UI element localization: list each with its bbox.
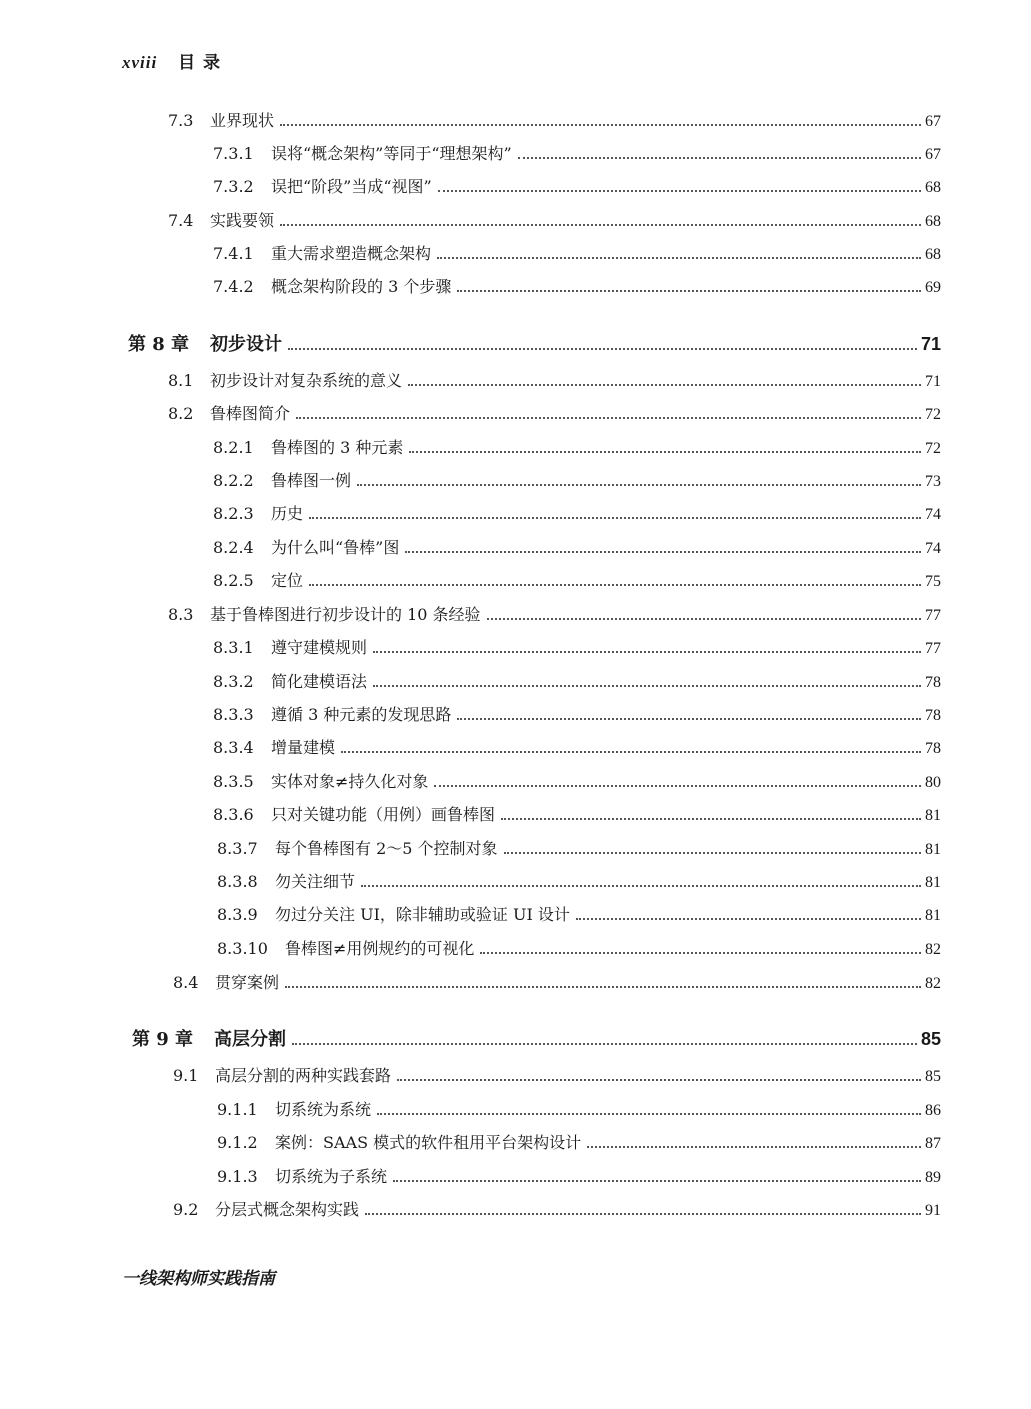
toc-entry-number: 8.3.8 bbox=[217, 872, 258, 891]
dot-leader bbox=[501, 818, 921, 820]
toc-entry-page: 68 bbox=[925, 179, 941, 196]
toc-section-entry bbox=[168, 210, 941, 233]
toc-subsection-entry bbox=[217, 871, 941, 894]
dot-leader bbox=[409, 451, 921, 453]
toc-entry-title: 误将“概念架构”等同于“理想架构” bbox=[271, 144, 512, 163]
toc-entry-page: 77 bbox=[925, 607, 941, 624]
toc-entry-title: 增量建模 bbox=[271, 738, 336, 757]
toc-entry-page: 78 bbox=[925, 740, 941, 757]
dot-leader bbox=[518, 157, 921, 159]
toc-entry-title: 历史 bbox=[271, 504, 304, 523]
dot-leader bbox=[397, 1079, 921, 1081]
toc-entry-page: 68 bbox=[925, 246, 941, 263]
toc-entry-number: 8.3.2 bbox=[213, 672, 254, 691]
toc-subsection-entry bbox=[217, 1099, 941, 1122]
dot-leader bbox=[377, 1113, 921, 1115]
toc-chapter-entry bbox=[132, 1028, 941, 1051]
dot-leader bbox=[309, 517, 921, 519]
toc-entry-title: 定位 bbox=[271, 571, 304, 590]
toc-entry-title: 概念架构阶段的 3 个步骤 bbox=[271, 277, 452, 296]
toc-entry-number: 7.4.1 bbox=[213, 244, 254, 263]
dot-leader bbox=[341, 751, 921, 753]
toc-chapter-entry bbox=[128, 333, 941, 356]
dot-leader bbox=[288, 348, 917, 350]
toc-entry-number: 9.1.1 bbox=[217, 1100, 258, 1119]
toc-entry-title: 遵守建模规则 bbox=[271, 638, 368, 657]
toc-entry-number: 9.1.2 bbox=[217, 1133, 258, 1152]
toc-entry-number: 7.3 bbox=[168, 111, 194, 130]
toc-entry-number: 8.2.2 bbox=[213, 471, 254, 490]
dot-leader bbox=[285, 986, 921, 988]
toc-entry-title: 切系统为系统 bbox=[275, 1100, 372, 1119]
toc-entry-title: 为什么叫“鲁棒”图 bbox=[271, 538, 400, 557]
toc-subsection-entry bbox=[217, 904, 941, 927]
toc-entry-number: 8.3.7 bbox=[217, 839, 258, 858]
toc-entry-page: 67 bbox=[925, 146, 941, 163]
toc-entry-page: 71 bbox=[920, 334, 941, 354]
toc-subsection-entry bbox=[213, 771, 941, 794]
toc-subsection-entry bbox=[213, 276, 941, 299]
toc-subsection-entry bbox=[213, 570, 941, 593]
toc-subsection-entry bbox=[213, 176, 941, 199]
toc-subsection-entry bbox=[213, 437, 941, 460]
toc-entry-number: 9.2 bbox=[173, 1200, 199, 1219]
toc-entry-title: 误把“阶段”当成“视图” bbox=[271, 177, 432, 196]
toc-entry-title: 分层式概念架构实践 bbox=[215, 1200, 360, 1219]
toc-entry-title: 只对关键功能（用例）画鲁棒图 bbox=[271, 805, 496, 824]
toc-entry-number: 9.1 bbox=[173, 1066, 199, 1085]
toc-entry-number: 8.3.9 bbox=[217, 905, 258, 924]
toc-entry-page: 86 bbox=[925, 1102, 941, 1119]
dot-leader bbox=[437, 257, 921, 259]
toc-subsection-entry bbox=[213, 704, 941, 727]
toc-entry-title: 勿过分关注 UI，除非辅助或验证 UI 设计 bbox=[275, 905, 570, 924]
dot-leader bbox=[373, 651, 921, 653]
dot-leader bbox=[280, 224, 921, 226]
dot-leader bbox=[373, 685, 921, 687]
toc-entry-title: 初步设计 bbox=[210, 334, 282, 355]
toc-entry-title: 切系统为子系统 bbox=[275, 1167, 388, 1186]
dot-leader bbox=[457, 718, 921, 720]
dot-leader bbox=[434, 785, 921, 787]
toc-entry-title: 勿关注细节 bbox=[275, 872, 356, 891]
dot-leader bbox=[587, 1146, 921, 1148]
toc-entry-page: 72 bbox=[925, 440, 941, 457]
dot-leader bbox=[438, 190, 921, 192]
toc-subsection-entry bbox=[217, 938, 941, 961]
toc-subsection-entry bbox=[213, 804, 941, 827]
toc-entry-number: 8.4 bbox=[173, 973, 199, 992]
dot-leader bbox=[405, 551, 921, 553]
toc-entry-number: 7.3.2 bbox=[213, 177, 254, 196]
toc-entry-title: 基于鲁棒图进行初步设计的 10 条经验 bbox=[210, 605, 481, 624]
toc-entry-number: 第 8 章 bbox=[128, 334, 190, 355]
toc-subsection-entry bbox=[213, 637, 941, 660]
toc-entry-page: 81 bbox=[925, 907, 941, 924]
toc-entry-number: 9.1.3 bbox=[217, 1167, 258, 1186]
toc-entry-title: 简化建模语法 bbox=[271, 672, 368, 691]
toc-entry-number: 第 9 章 bbox=[132, 1029, 194, 1050]
dot-leader bbox=[292, 1043, 917, 1045]
toc-section-entry bbox=[173, 1065, 941, 1088]
dot-leader bbox=[487, 618, 921, 620]
toc-entry-number: 8.3 bbox=[168, 605, 194, 624]
toc-section-entry bbox=[173, 972, 941, 995]
toc-entry-title: 遵循 3 种元素的发现思路 bbox=[271, 705, 452, 724]
toc-entry-page: 87 bbox=[925, 1135, 941, 1152]
toc-entry-title: 高层分割的两种实践套路 bbox=[215, 1066, 392, 1085]
toc-entry-number: 8.2.4 bbox=[213, 538, 254, 557]
toc-entry-number: 8.1 bbox=[168, 371, 194, 390]
toc-entry-title: 鲁棒图的 3 种元素 bbox=[271, 438, 404, 457]
toc-entry-number: 8.3.5 bbox=[213, 772, 254, 791]
toc-entry-page: 74 bbox=[925, 540, 941, 557]
toc-entry-number: 8.3.4 bbox=[213, 738, 254, 757]
toc-entry-page: 89 bbox=[925, 1169, 941, 1186]
toc-subsection-entry bbox=[217, 1132, 941, 1155]
toc-entry-number: 7.4.2 bbox=[213, 277, 254, 296]
toc-entry-page: 85 bbox=[920, 1029, 941, 1049]
toc-section-entry bbox=[168, 370, 941, 393]
toc-entry-number: 7.3.1 bbox=[213, 144, 254, 163]
dot-leader bbox=[457, 290, 921, 292]
toc-entry-page: 78 bbox=[925, 674, 941, 691]
toc-entry-page: 82 bbox=[925, 975, 941, 992]
toc-entry-page: 74 bbox=[925, 506, 941, 523]
toc-section-entry bbox=[168, 110, 941, 133]
header-title: 目 录 bbox=[178, 53, 222, 73]
toc-entry-title: 实体对象≠持久化对象 bbox=[271, 772, 429, 791]
toc-subsection-entry bbox=[213, 671, 941, 694]
toc-entry-page: 72 bbox=[925, 406, 941, 423]
toc-entry-title: 实践要领 bbox=[210, 211, 275, 230]
toc-section-entry bbox=[173, 1199, 941, 1222]
toc-entry-number: 8.2.3 bbox=[213, 504, 254, 523]
toc-entry-title: 每个鲁棒图有 2～5 个控制对象 bbox=[275, 839, 498, 858]
dot-leader bbox=[480, 952, 921, 954]
dot-leader bbox=[504, 852, 921, 854]
dot-leader bbox=[365, 1213, 921, 1215]
dot-leader bbox=[280, 124, 921, 126]
dot-leader bbox=[296, 417, 921, 419]
toc-entry-title: 贯穿案例 bbox=[215, 973, 280, 992]
toc-entry-number: 7.4 bbox=[168, 211, 194, 230]
toc-subsection-entry bbox=[213, 737, 941, 760]
toc-entry-page: 71 bbox=[925, 373, 941, 390]
toc-entry-page: 82 bbox=[925, 941, 941, 958]
toc-section-entry bbox=[168, 403, 941, 426]
toc-entry-page: 91 bbox=[925, 1202, 941, 1219]
toc-entry-number: 8.3.6 bbox=[213, 805, 254, 824]
toc-entry-page: 77 bbox=[925, 640, 941, 657]
book-title-footer: 一线架构师实践指南 bbox=[122, 1269, 275, 1289]
toc-entry-page: 81 bbox=[925, 807, 941, 824]
toc-entry-title: 初步设计对复杂系统的意义 bbox=[210, 371, 403, 390]
toc-entry-page: 68 bbox=[925, 213, 941, 230]
toc-subsection-entry bbox=[213, 537, 941, 560]
toc-entry-page: 67 bbox=[925, 113, 941, 130]
toc-subsection-entry bbox=[213, 143, 941, 166]
page-number: xviii bbox=[122, 53, 158, 72]
toc-entry-title: 鲁棒图简介 bbox=[210, 404, 291, 423]
toc-entry-number: 8.3.1 bbox=[213, 638, 254, 657]
dot-leader bbox=[576, 918, 921, 920]
toc-entry-page: 69 bbox=[925, 279, 941, 296]
dot-leader bbox=[408, 384, 921, 386]
toc-entry-number: 8.2 bbox=[168, 404, 194, 423]
toc-entry-title: 鲁棒图一例 bbox=[271, 471, 352, 490]
toc-entry-page: 73 bbox=[925, 473, 941, 490]
toc-entry-title: 鲁棒图≠用例规约的可视化 bbox=[285, 939, 475, 958]
toc-entry-number: 8.2.5 bbox=[213, 571, 254, 590]
toc-entry-page: 80 bbox=[925, 774, 941, 791]
toc-subsection-entry bbox=[217, 1166, 941, 1189]
toc-entry-page: 85 bbox=[925, 1068, 941, 1085]
dot-leader bbox=[357, 484, 921, 486]
toc-subsection-entry bbox=[213, 243, 941, 266]
toc-entry-number: 8.3.3 bbox=[213, 705, 254, 724]
dot-leader bbox=[361, 885, 921, 887]
toc-entry-title: 案例：SAAS 模式的软件租用平台架构设计 bbox=[275, 1133, 582, 1152]
toc-section-entry bbox=[168, 604, 941, 627]
toc-entry-title: 业界现状 bbox=[210, 111, 275, 130]
toc-entry-title: 高层分割 bbox=[214, 1029, 286, 1050]
page-header bbox=[122, 48, 221, 73]
dot-leader bbox=[393, 1180, 921, 1182]
dot-leader bbox=[309, 584, 921, 586]
toc-entry-number: 8.2.1 bbox=[213, 438, 254, 457]
toc-entry-page: 78 bbox=[925, 707, 941, 724]
toc-entry-page: 81 bbox=[925, 841, 941, 858]
toc-entry-number: 8.3.10 bbox=[217, 939, 268, 958]
toc-entry-page: 75 bbox=[925, 573, 941, 590]
toc-subsection-entry bbox=[213, 503, 941, 526]
toc-entry-page: 81 bbox=[925, 874, 941, 891]
toc-subsection-entry bbox=[213, 470, 941, 493]
toc-subsection-entry bbox=[217, 838, 941, 861]
toc-entry-title: 重大需求塑造概念架构 bbox=[271, 244, 432, 263]
